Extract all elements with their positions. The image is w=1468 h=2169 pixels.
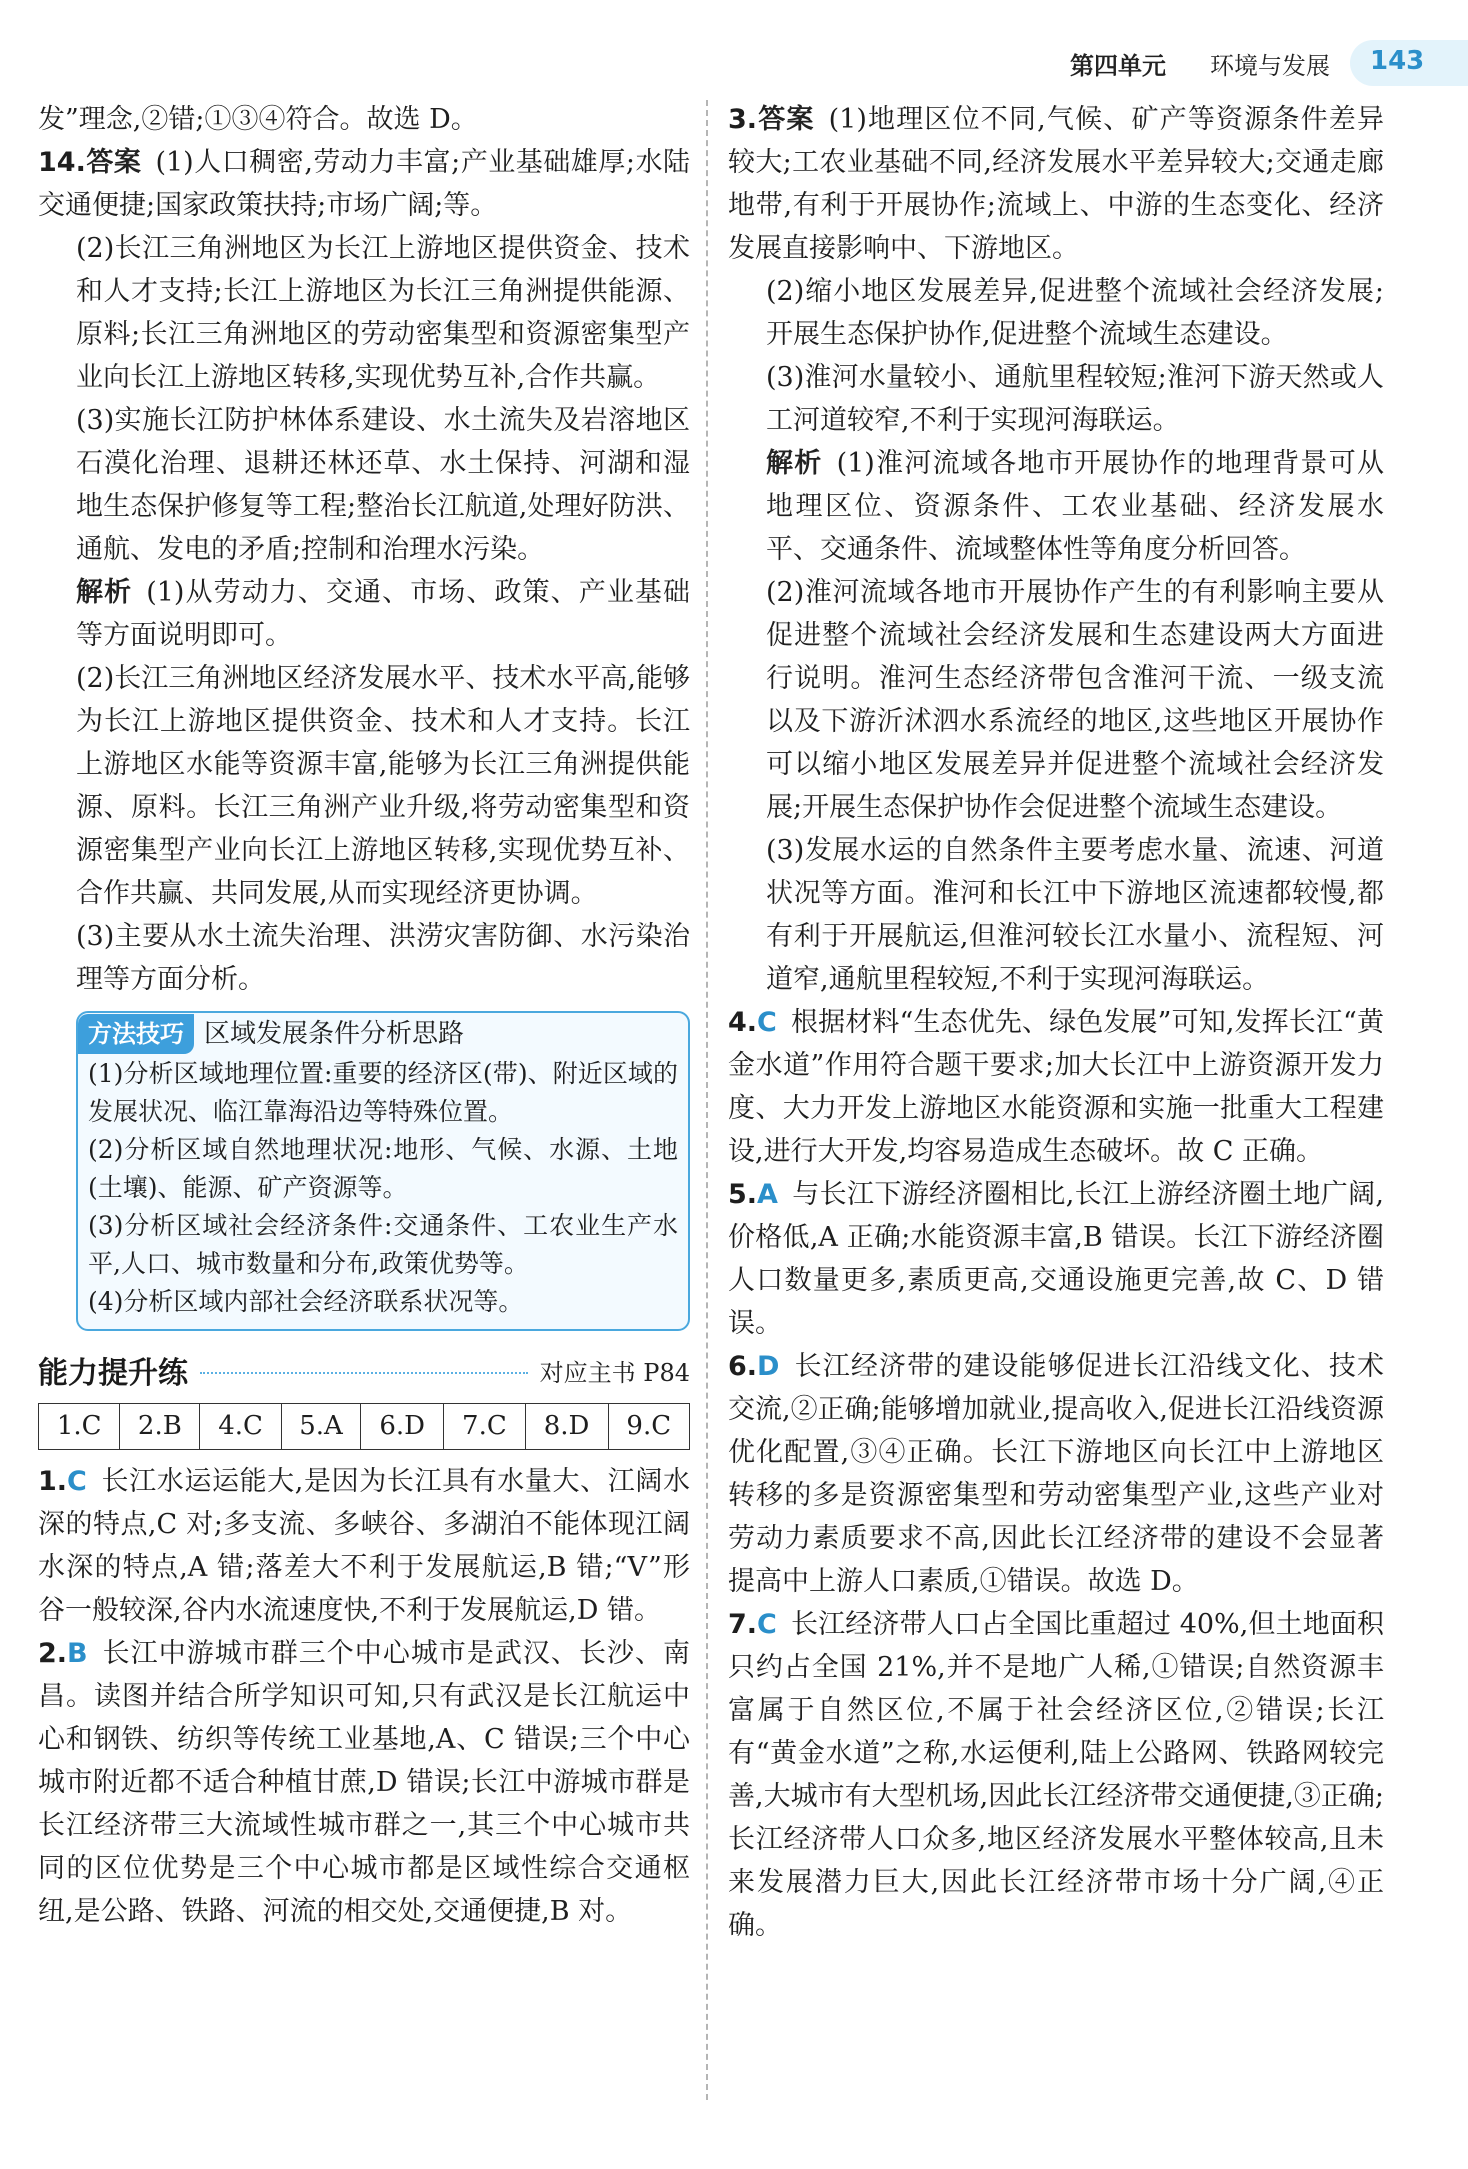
tip-item: (4)分析区域内部社会经济联系状况等。 xyxy=(88,1287,524,1316)
answer-cell: 5.A xyxy=(281,1404,360,1450)
method-tip-box xyxy=(76,1011,690,1331)
explain-label: 解析 xyxy=(766,448,823,479)
tip-badge: 方法技巧 xyxy=(78,1014,194,1054)
q7-solution: 7.C 长江经济带人口占全国比重超过 40%,但土地面积只约占全国 21%,并不是地广人稀,①错误;自然资源丰富属于自然区位,不属于社会经济区位,②错误;长江有“黄金水道”之称,水运便利,陆上公路网、铁路网较完善,大城市有大型机场,因此长江经济带交通便捷,③正确;长江经济带人口众多,地区经济发展水平整体较高,且未来发展潜力巨大,因此长江经济带市场十分广阔,④正确。 xyxy=(728,1609,1384,1941)
tip-item: (2)分析区域自然地理状况:地形、气候、水源、土地(土壤)、能源、矿产资源等。 xyxy=(88,1135,678,1202)
q6-solution: 6.D 长江经济带的建设能够促进长江沿线文化、技术交流,②正确;能够增加就业,提高收入,促进长江沿线资源优化配置,③④正确。长江下游地区向长江中上游地区转移的多是资源密集型和劳动密集型产业,这些产业对劳动力素质要求不高,因此长江经济带的建设不会显著提高中上游人口素质,①错误。故选 D。 xyxy=(728,1351,1384,1597)
answer-cell: 6.D xyxy=(361,1404,444,1450)
answer-letter: C xyxy=(67,1466,87,1497)
answer-label: 答案 xyxy=(757,104,815,135)
section-heading xyxy=(38,1351,690,1395)
answer-cell: 2.B xyxy=(120,1404,200,1450)
unit-subtitle: 环境与发展 xyxy=(1210,52,1330,80)
q3-answer-1: 3.答案 (1)地理区位不同,气候、矿产等资源条件差异较大;工农业基础不同,经济发展水平差异较大;交通走廊地带,有利于开展协作;流域上、中游的生态变化、经济发展直接影响中、下游地区。 xyxy=(728,104,1384,264)
section-dotted-line xyxy=(200,1372,528,1374)
answer-letter: B xyxy=(67,1638,88,1669)
page-header xyxy=(1040,40,1468,86)
answer-letter: D xyxy=(757,1351,780,1382)
q3-answer-3: (3)淮河水量较小、通航里程较短;淮河下游天然或人工河道较窄,不利于实现河海联运。 xyxy=(766,362,1384,436)
q3-answer-2: (2)缩小地区发展差异,促进整个流域社会经济发展;开展生态保护协作,促进整个流域生态建设。 xyxy=(766,276,1384,350)
answer-letter: A xyxy=(757,1179,778,1210)
answer-cell: 9.C xyxy=(608,1404,689,1450)
q14-answer-2: (2)长江三角洲地区为长江上游地区提供资金、技术和人才支持;长江上游地区为长江三角洲提供能源、原料;长江三角洲地区的劳动密集型和资源密集型产业向长江上游地区转移,实现优势互补,合作共赢。 xyxy=(76,233,690,393)
answer-cell: 8.D xyxy=(525,1404,608,1450)
tip-title: 区域发展条件分析思路 xyxy=(204,1019,465,1049)
q3-explain-3: (3)发展水运的自然条件主要考虑水量、流速、河道状况等方面。淮河和长江中下游地区流速都较慢,都有利于开展航运,但淮河较长江水量小、流程短、河道窄,通航里程较短,不利于实现河海联运。 xyxy=(766,835,1384,995)
page-number-badge xyxy=(1350,40,1468,86)
question-number: 3. xyxy=(728,104,758,135)
question-number: 14. xyxy=(38,147,86,178)
q14-explain-2: (2)长江三角洲地区经济发展水平、技术水平高,能够为长江上游地区提供资金、技术和人才支持。长江上游地区水能等资源丰富,能够为长江三角洲提供能源、原料。长江三角洲产业升级,将劳动密集型和资源密集型产业向长江上游地区转移,实现优势互补、合作共赢、共同发展,从而实现经济更协调。 xyxy=(76,663,690,909)
answer-key-table xyxy=(38,1403,690,1450)
answer-cell: 4.C xyxy=(200,1404,281,1450)
answer-cell: 1.C xyxy=(39,1404,120,1450)
page-number: 143 xyxy=(1370,46,1425,76)
q3-explain-2: (2)淮河流域各地市开展协作产生的有利影响主要从促进整个流域社会经济发展和生态建设两大方面进行说明。淮河生态经济带包含淮河干流、一级支流以及下游沂沭泗水系流经的地区,这些地区开展协作可以缩小地区发展差异并促进整个流域社会经济发展;开展生态保护协作会促进整个流域生态建设。 xyxy=(766,577,1384,823)
left-column xyxy=(38,98,690,1933)
answer-cell: 7.C xyxy=(444,1404,525,1450)
answer-letter: C xyxy=(757,1609,777,1640)
tip-item: (1)分析区域地理位置:重要的经济区(带)、附近区域的发展状况、临江靠海沿边等特殊位置。 xyxy=(88,1059,678,1126)
q14-answer-1: 14.答案 (1)人口稠密,劳动力丰富;产业基础雄厚;水陆交通便捷;国家政策扶持;市场广阔;等。 xyxy=(38,147,691,221)
q5-solution: 5.A 与长江下游经济圈相比,长江上游经济圈土地广阔,价格低,A 正确;水能资源丰富,B 错误。长江下游经济圈人口数量更多,素质更高,交通设施更完善,故 C、D 错误。 xyxy=(728,1179,1384,1339)
q14-explain-1: 解析 (1)从劳动力、交通、市场、政策、产业基础等方面说明即可。 xyxy=(76,577,691,651)
q14-answer-3: (3)实施长江防护林体系建设、水土流失及岩溶地区石漠化治理、退耕还林还草、水土保持、河湖和湿地生态保护修复等工程;整治长江航道,处理好防洪、通航、发电的矛盾;控制和治理水污染。 xyxy=(76,405,690,565)
q2-solution: 2.B 长江中游城市群三个中心城市是武汉、长沙、南昌。读图并结合所学知识可知,只有武汉是长江航运中心和钢铁、纺织等传统工业基地,A、C 错误;三个中心城市附近都不适合种植甘蔗,D 错误;长江中游城市群是长江经济带三大流域性城市群之一,其三个中心城市共同的区位优势是三个中心城市都是区域性综合交通枢纽,是公路、铁路、河流的相交处,交通便捷,B 对。 xyxy=(38,1638,690,1927)
tip-item: (3)分析区域社会经济条件:交通条件、工农业生产水平,人口、城市数量和分布,政策优势等。 xyxy=(88,1211,678,1278)
q4-solution: 4.C 根据材料“生态优先、绿色发展”可知,发挥长江“黄金水道”作用符合题干要求;加大长江中上游资源开发力度、大力开发上游地区水能资源和实施一批重大工程建设,进行大开发,均容易造成生态破坏。故 C 正确。 xyxy=(728,1007,1384,1167)
column-divider xyxy=(706,100,708,2100)
unit-title: 第四单元 xyxy=(1070,52,1166,80)
explain-label: 解析 xyxy=(76,577,133,608)
continued-text: 发”理念,②错;①③④符合。故选 D。 xyxy=(38,104,478,135)
section-reference: 对应主书 P84 xyxy=(539,1358,690,1387)
answer-letter: C xyxy=(757,1007,777,1038)
q1-solution: 1.C 长江水运运能大,是因为长江具有水量大、江阔水深的特点,C 对;多支流、多峡谷、多湖泊不能体现江阔水深的特点,A 错;落差大不利于发展航运,B 错;“V”形谷一般较深,谷内水流速度快,不利于发展航运,D 错。 xyxy=(38,1466,690,1626)
answer-label: 答案 xyxy=(85,147,142,178)
q3-explain-1: 解析 (1)淮河流域各地市开展协作的地理背景可从地理区位、资源条件、工农业基础、经济发展水平、交通条件、流域整体性等角度分析回答。 xyxy=(766,448,1384,565)
q14-explain-3: (3)主要从水土流失治理、洪涝灾害防御、水污染治理等方面分析。 xyxy=(76,921,690,995)
right-column xyxy=(728,98,1384,1947)
section-title: 能力提升练 xyxy=(38,1355,188,1391)
